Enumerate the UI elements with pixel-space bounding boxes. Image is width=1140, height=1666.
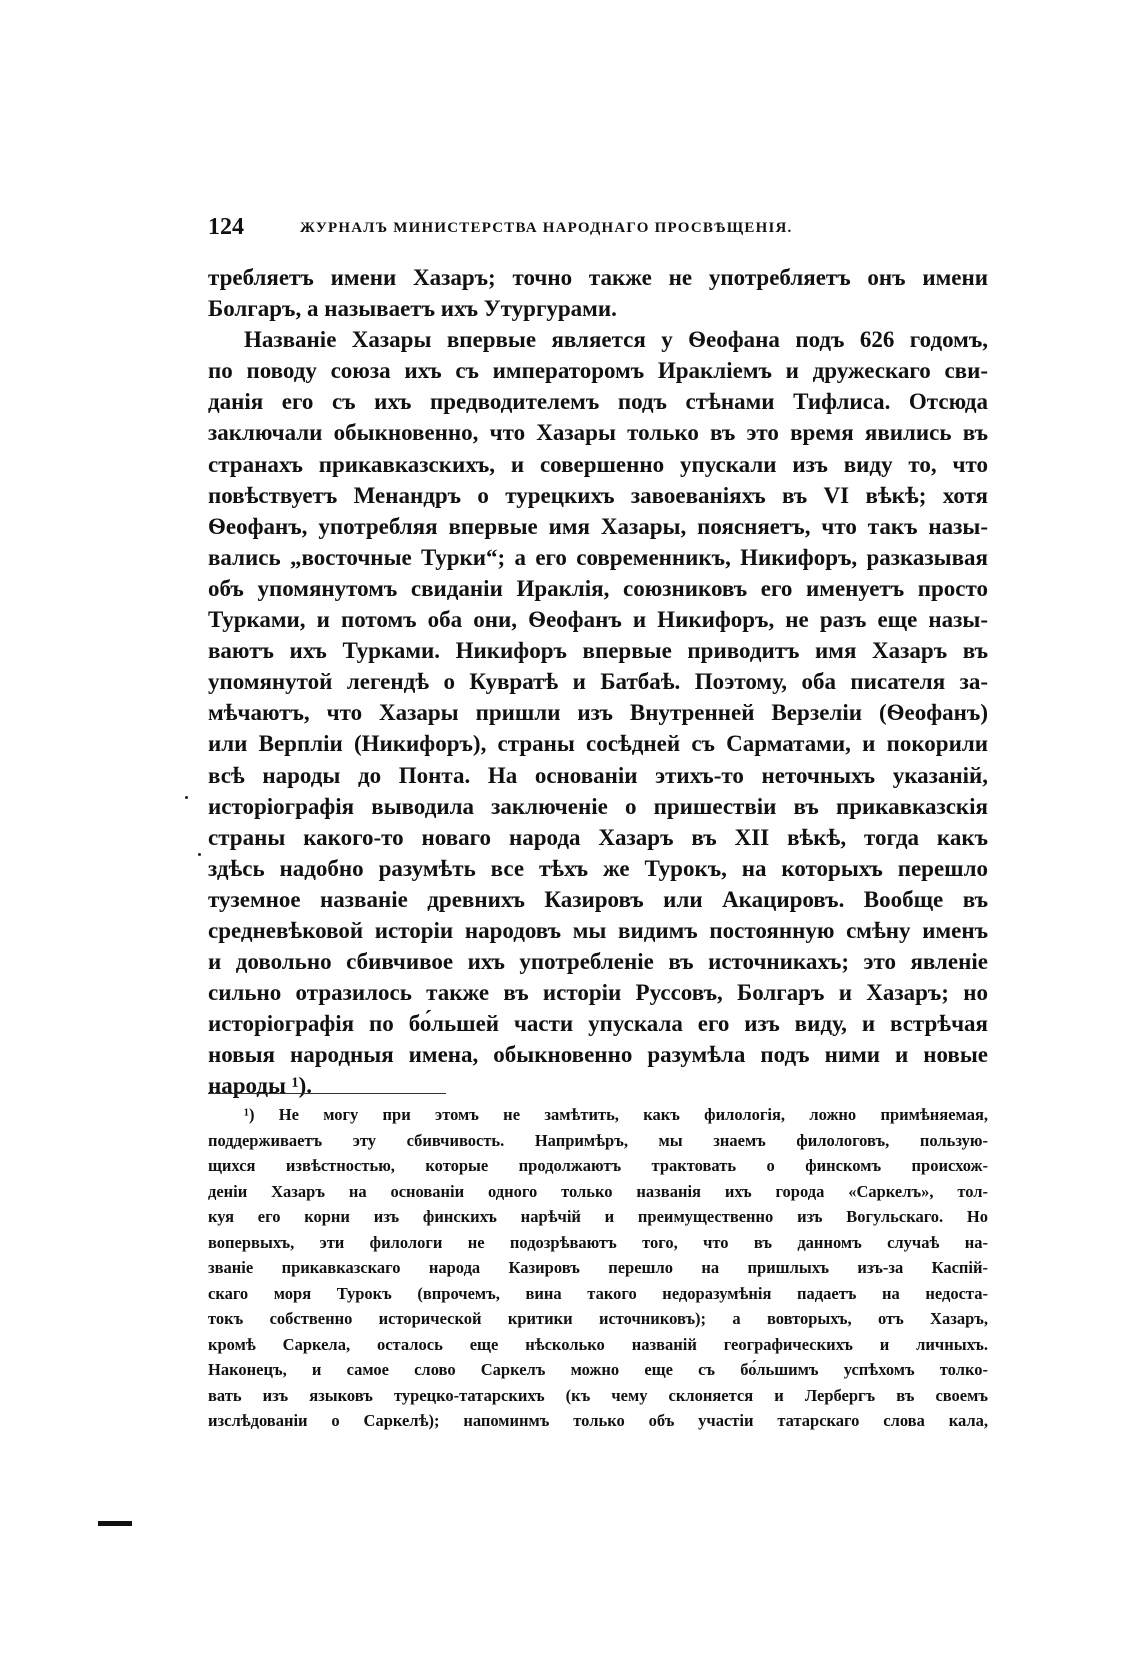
body-line: исторіографія выводила заключеніе о пришествіи въ прикавказскія xyxy=(208,793,988,819)
page-header xyxy=(208,208,988,248)
body-line: всѣ народы до Понта. На основаніи этихъ-то неточныхъ указаній, xyxy=(208,762,988,788)
body-line: страны какого-то новаго народа Хазаръ въ XII вѣкѣ, тогда какъ xyxy=(208,824,988,850)
body-line: данія его съ ихъ предводителемъ подъ стѣнами Тифлиса. Отсюда xyxy=(208,389,988,415)
body-line: туземное названіе древнихъ Казировъ или Акацировъ. Вообще въ xyxy=(208,886,988,912)
footnote-line: щихся извѣстностью, которые продолжаютъ трактовать о финскомъ происхож- xyxy=(208,1156,988,1175)
body-line: Турками, и потомъ оба они, Ѳеофанъ и Никифоръ, не разъ еще назы- xyxy=(208,607,988,633)
footnote-line: скаго моря Турокъ (впрочемъ, вина такого недоразумѣнія падаетъ на недоста- xyxy=(208,1283,988,1303)
footnote-line: куя его корни изъ финскихъ нарѣчій и преимущественно изъ Вогульскаго. Но xyxy=(208,1207,988,1226)
scan-speck xyxy=(185,796,188,799)
footnote-line: званіе прикавказскаго народа Казировъ перешло на пришлыхъ изъ-за Каспій- xyxy=(208,1258,988,1277)
body-line: Болгаръ, а называетъ ихъ Утургурами. xyxy=(208,296,617,322)
running-title: ЖУРНАЛЪ МИНИСТЕРСТВА НАРОДНАГО ПРОСВѢЩЕНІЯ. xyxy=(300,220,793,236)
body-line: сильно отразилось также въ исторіи Руссовъ, Болгаръ и Хазаръ; но xyxy=(208,980,988,1006)
body-line: народы ¹). xyxy=(208,1073,313,1099)
body-line: объ упомянутомъ свиданіи Ираклія, союзниковъ его именуетъ просто xyxy=(208,575,988,601)
footnote-line: изслѣдованіи о Саркелѣ); напоминмъ только объ участіи татарскаго слова кала, xyxy=(208,1411,988,1430)
body-line: или Верпліи (Никифоръ), страны сосѣдней съ Сарматами, и покорили xyxy=(208,731,988,757)
scan-mark xyxy=(98,1521,132,1526)
footnote-line: ¹) Не могу при этомъ не замѣтить, какъ филологія, ложно примѣняемая, xyxy=(244,1105,988,1124)
body-line: вались „восточные Турки“; а его современникъ, Никифоръ, разказывая xyxy=(208,544,988,570)
body-line: упомянутой легендѣ о Кувратѣ и Батбаѣ. Поэтому, оба писателя за- xyxy=(208,669,988,695)
footnote-line: вать изъ языковъ турецко-татарскихъ (къ чему склоняется и Лербергъ въ своемъ xyxy=(208,1385,988,1405)
body-line: повѣствуетъ Менандръ о турецкихъ завоеваніяхъ въ VI вѣкѣ; хотя xyxy=(208,482,988,508)
footnote-line: вопервыхъ, эти филологи не подозрѣваютъ того, что въ данномъ случаѣ на- xyxy=(208,1232,988,1252)
body-text xyxy=(208,262,988,1102)
footnote-line: токъ собственно исторической критики источниковъ); а вовторыхъ, отъ Хазаръ, xyxy=(208,1309,988,1328)
footnote xyxy=(208,1102,988,1434)
footnote-line: Наконецъ, и самое слово Саркелъ можно еще съ бо́льшимъ успѣхомъ толко- xyxy=(208,1360,988,1379)
body-line: требляетъ имени Хазаръ; точно также не употребляетъ онъ имени xyxy=(208,265,988,290)
body-line: странахъ прикавказскихъ, и совершенно упускали изъ виду то, что xyxy=(208,451,988,477)
footnote-divider xyxy=(208,1093,446,1094)
body-line: здѣсь надобно разумѣть все тѣхъ же Турокъ, на которыхъ перешло xyxy=(208,855,988,881)
body-line: Названіе Хазары впервые является у Ѳеофана подъ 626 годомъ, xyxy=(244,327,988,353)
footnote-line: кромѣ Саркела, осталось еще нѣсколько названій географическихъ и личныхъ. xyxy=(208,1334,988,1354)
page-number: 124 xyxy=(208,214,244,240)
footnote-line: поддерживаетъ эту сбивчивость. Напримѣръ, мы знаемъ филологовъ, пользую- xyxy=(208,1130,988,1150)
body-line: мѣчаютъ, что Хазары пришли изъ Внутренней Верзеліи (Ѳеофанъ) xyxy=(208,700,988,726)
body-line: заключали обыкновенно, что Хазары только въ это время явились въ xyxy=(208,420,988,446)
body-line: и довольно сбивчивое ихъ употребленіе въ источникахъ; это явленіе xyxy=(208,949,988,975)
body-line: средневѣковой исторіи народовъ мы видимъ постоянную смѣну именъ xyxy=(208,917,988,943)
body-line: исторіографія по бо́льшей части упускала его изъ виду, и встрѣчая xyxy=(208,1011,988,1037)
body-line: Ѳеофанъ, употребляя впервые имя Хазары, поясняетъ, что такъ назы- xyxy=(208,513,988,539)
body-line: новыя народныя имена, обыкновенно разумѣла подъ ними и новые xyxy=(208,1042,988,1068)
scan-speck xyxy=(198,853,201,856)
body-line: по поводу союза ихъ съ императоромъ Иракліемъ и дружескаго сви- xyxy=(208,358,988,384)
footnote-line: деніи Хазаръ на основаніи одного только названія ихъ города «Саркелъ», тол- xyxy=(208,1181,988,1201)
body-line: ваютъ ихъ Турками. Никифоръ впервые приводитъ имя Хазаръ въ xyxy=(208,638,988,664)
